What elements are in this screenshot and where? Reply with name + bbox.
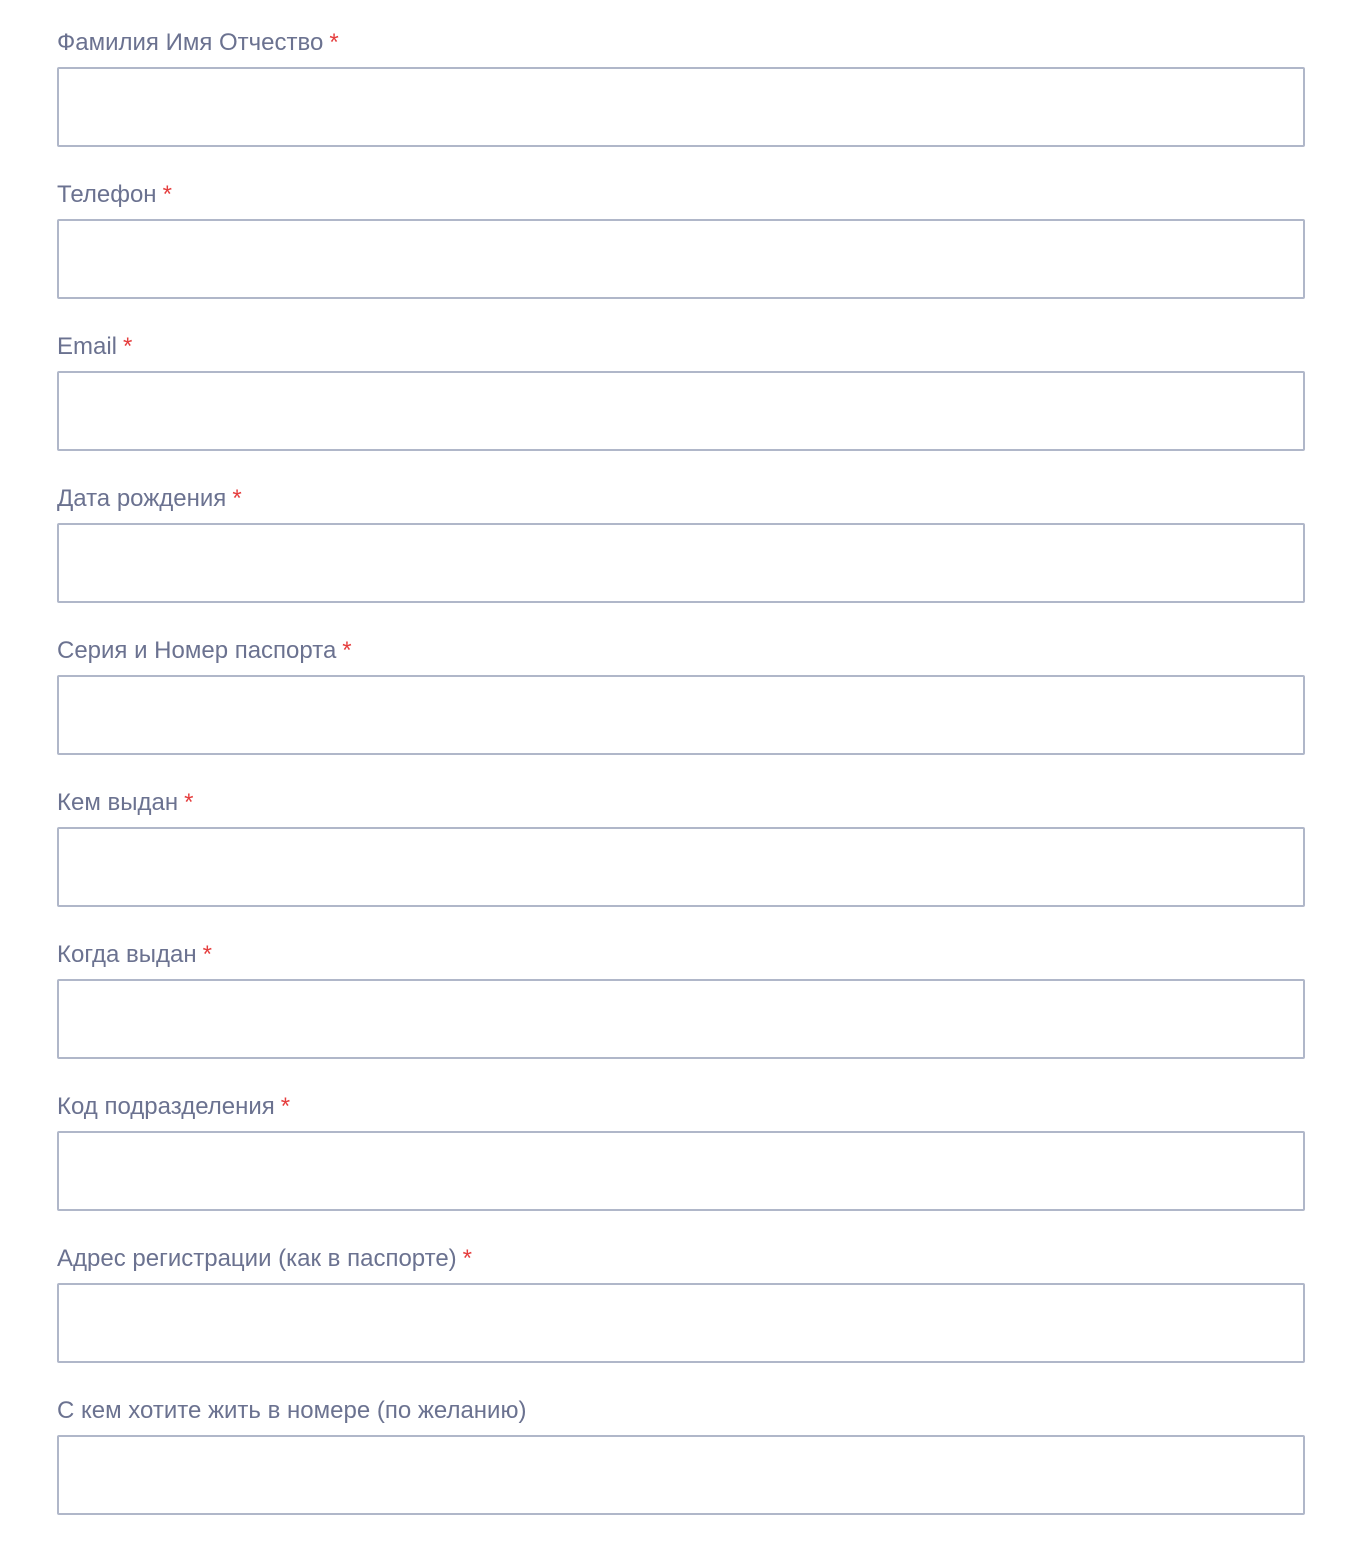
field-label-text: Фамилия Имя Отчество bbox=[57, 29, 324, 56]
passport-number-input[interactable] bbox=[57, 675, 1305, 755]
issued-by-input[interactable] bbox=[57, 827, 1305, 907]
required-mark: * bbox=[202, 941, 212, 968]
roommate-input[interactable] bbox=[57, 1435, 1305, 1515]
field-full-name bbox=[57, 28, 1305, 180]
field-label-text: С кем хотите жить в номере (по желанию) bbox=[57, 1397, 527, 1424]
field-label-text: Когда выдан bbox=[57, 941, 197, 968]
required-mark: * bbox=[462, 1245, 473, 1272]
email-input[interactable] bbox=[57, 371, 1305, 451]
field-label bbox=[57, 484, 242, 514]
full-name-input[interactable] bbox=[57, 67, 1305, 147]
issue-date-input[interactable] bbox=[57, 979, 1305, 1059]
field-label-text: Адрес регистрации (как в паспорте) bbox=[57, 1245, 457, 1272]
field-registration-address bbox=[57, 1244, 1305, 1396]
field-label bbox=[57, 28, 339, 58]
field-label-text: Серия и Номер паспорта bbox=[57, 637, 337, 664]
registration-address-input[interactable] bbox=[57, 1283, 1305, 1363]
field-label bbox=[57, 940, 212, 970]
required-mark: * bbox=[184, 789, 194, 816]
field-label-text: Дата рождения bbox=[57, 485, 227, 512]
field-phone bbox=[57, 180, 1305, 332]
field-department-code bbox=[57, 1092, 1305, 1244]
birth-date-input[interactable] bbox=[57, 523, 1305, 603]
field-roommate bbox=[57, 1396, 1305, 1548]
required-mark: * bbox=[162, 181, 172, 208]
field-issue-date bbox=[57, 940, 1305, 1092]
field-label bbox=[57, 788, 193, 818]
field-label bbox=[57, 636, 352, 666]
field-birth-date bbox=[57, 484, 1305, 636]
field-label bbox=[57, 1092, 290, 1122]
field-label-text: Email bbox=[57, 333, 118, 360]
field-label-text: Телефон bbox=[57, 181, 157, 208]
department-code-input[interactable] bbox=[57, 1131, 1305, 1211]
field-label-text: Кем выдан bbox=[57, 789, 179, 816]
required-mark: * bbox=[342, 637, 352, 664]
field-passport-number bbox=[57, 636, 1305, 788]
required-mark: * bbox=[329, 29, 339, 56]
field-label bbox=[57, 1244, 472, 1274]
phone-input[interactable] bbox=[57, 219, 1305, 299]
field-label bbox=[57, 332, 132, 362]
field-email bbox=[57, 332, 1305, 484]
required-mark: * bbox=[123, 333, 133, 360]
field-label bbox=[57, 1396, 526, 1426]
field-label-text: Код подразделения bbox=[57, 1093, 275, 1120]
required-mark: * bbox=[232, 485, 242, 512]
required-mark: * bbox=[280, 1093, 291, 1120]
field-issued-by bbox=[57, 788, 1305, 940]
field-label bbox=[57, 180, 172, 210]
